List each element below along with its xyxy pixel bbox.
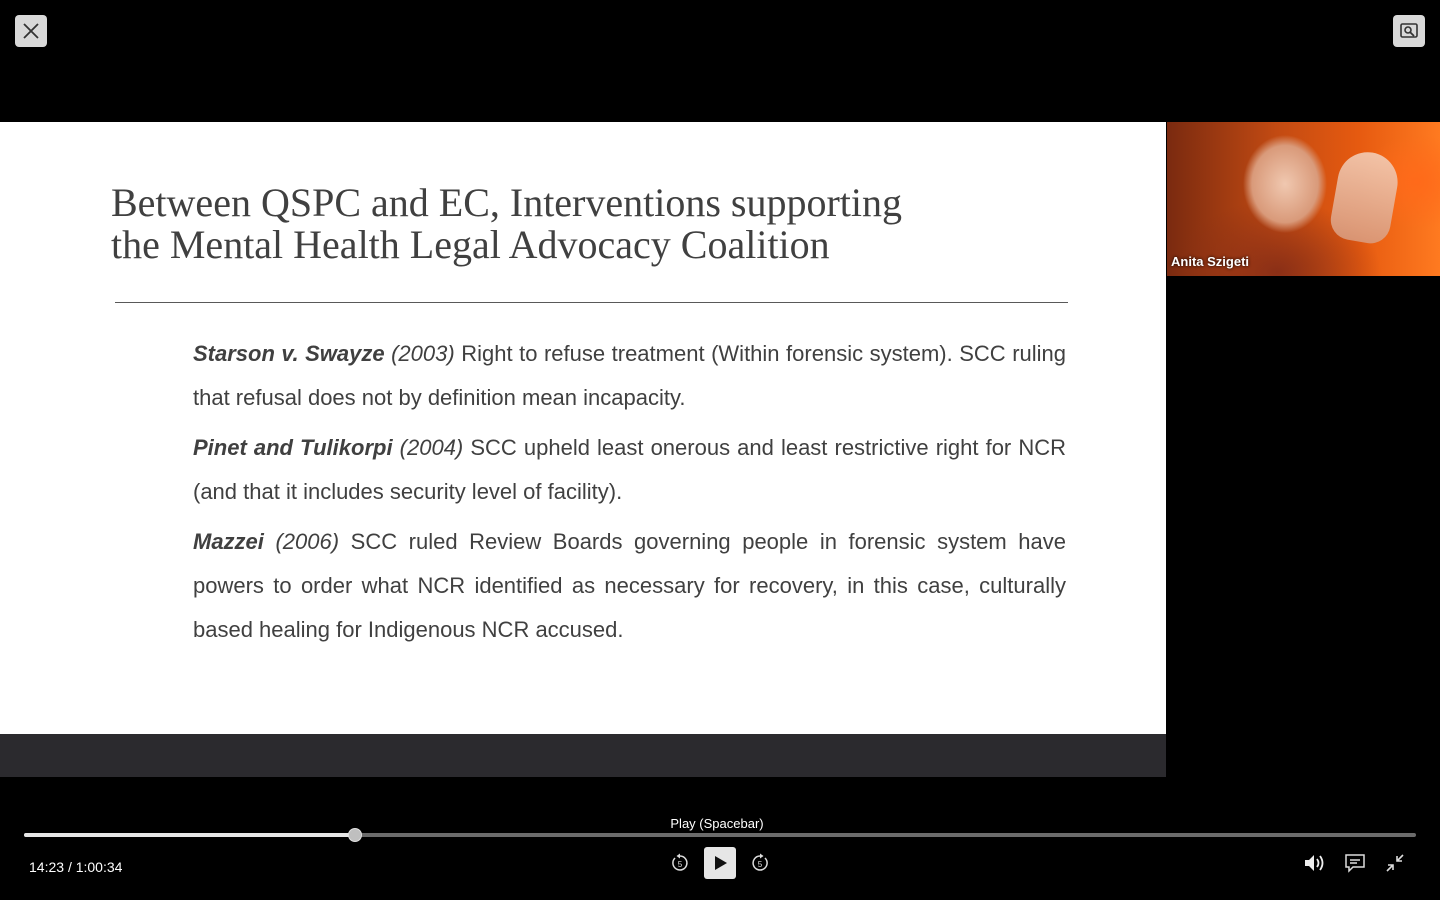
zoom-window-button[interactable] <box>1393 15 1425 47</box>
current-time: 14:23 <box>29 859 65 875</box>
captions-icon <box>1344 853 1366 873</box>
shared-slide <box>0 122 1166 734</box>
total-time: 1:00:34 <box>75 859 123 875</box>
progress-played <box>24 833 355 837</box>
rewind-5-icon <box>670 853 690 873</box>
forward-5-icon <box>750 853 770 873</box>
slide-title <box>111 182 1071 266</box>
case-text: SCC ruled Review Boards governing people in forensic system have powers to order what NCR identified as necessary for recovery, in this case, culturally based healing for Indigenous NCR accused. <box>193 529 1066 642</box>
case-name: Pinet and Tulikorpi <box>193 435 393 460</box>
slide-divider <box>115 302 1068 303</box>
zoom-window-icon <box>1399 21 1419 41</box>
exit-fullscreen-icon <box>1385 853 1405 873</box>
progress-bar[interactable] <box>24 833 1416 837</box>
video-frame-detail <box>1328 147 1403 246</box>
case-year: (2003) <box>391 341 455 366</box>
slide-title-line-2: the Mental Health Legal Advocacy Coalition <box>111 222 830 267</box>
slide-bottom-band <box>0 734 1166 777</box>
close-icon <box>22 22 40 40</box>
play-button[interactable] <box>704 847 736 879</box>
case-list <box>193 332 1066 658</box>
progress-scrubber-handle[interactable] <box>348 828 362 842</box>
case-name: Mazzei <box>193 529 264 554</box>
captions-button[interactable] <box>1340 848 1370 878</box>
case-text: SCC upheld least onerous and least restrictive right for NCR (and that it includes security level of facility). <box>193 435 1066 504</box>
rewind-seconds: 5 <box>677 860 683 869</box>
participant-name: Anita Szigeti <box>1171 254 1250 269</box>
close-button[interactable] <box>15 15 47 47</box>
volume-icon <box>1303 852 1327 874</box>
volume-button[interactable] <box>1300 848 1330 878</box>
slide-title-line-1: Between QSPC and EC, Interventions supporting <box>111 180 903 225</box>
forward-5-button[interactable] <box>745 848 775 878</box>
time-separator: / <box>67 859 76 875</box>
play-icon <box>711 854 729 872</box>
case-item-mazzei <box>193 520 1066 652</box>
case-item-starson <box>193 332 1066 420</box>
play-tooltip: Play (Spacebar) <box>661 811 773 837</box>
time-display <box>29 859 122 875</box>
case-item-pinet <box>193 426 1066 514</box>
case-text: Right to refuse treatment (Within forensic system). SCC ruling that refusal does not by definition mean incapacity. <box>193 341 1067 410</box>
rewind-5-button[interactable] <box>665 848 695 878</box>
exit-fullscreen-button[interactable] <box>1380 848 1410 878</box>
participant-video-tile[interactable] <box>1167 122 1440 276</box>
forward-seconds: 5 <box>757 860 763 869</box>
case-year: (2004) <box>399 435 464 460</box>
case-name: Starson v. Swayze <box>193 341 385 366</box>
case-year: (2006) <box>275 529 340 554</box>
